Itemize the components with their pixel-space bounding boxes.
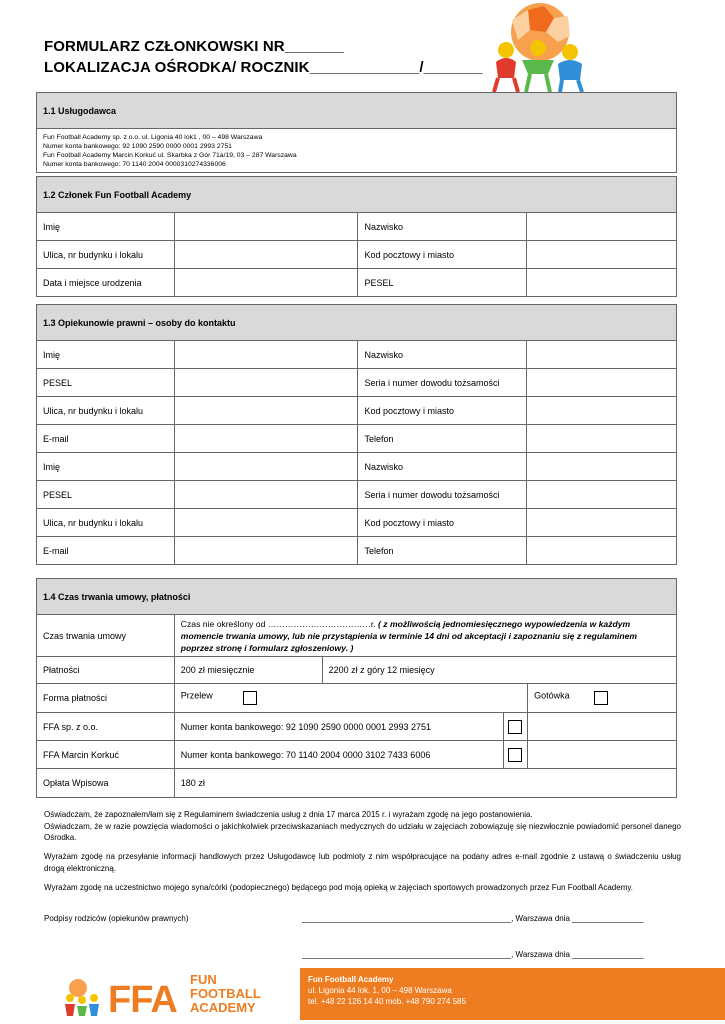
guardian-label: Seria i numer dowodu tożsamości bbox=[358, 369, 527, 397]
payment-yearly-option[interactable]: 2200 zł z góry 12 miesięcy bbox=[322, 657, 676, 684]
ffa-company-account: Numer konta bankowego: 92 1090 2590 0000 0001 2993 2751 bbox=[174, 713, 503, 741]
member-first-name-field[interactable] bbox=[174, 213, 358, 241]
first-name-label: Imię bbox=[37, 213, 175, 241]
guardian-field[interactable] bbox=[174, 397, 358, 425]
member-street-field[interactable] bbox=[174, 241, 358, 269]
provider-line: Numer konta bankowego: 92 1090 2590 0000 0001 2993 2751 bbox=[43, 142, 232, 150]
guardian-field[interactable] bbox=[174, 369, 358, 397]
guardian-label: Imię bbox=[37, 341, 175, 369]
contract-heading: 1.4 Czas trwania umowy, płatności bbox=[37, 579, 677, 615]
signature-line[interactable]: _______________________________________________, Warszawa dnia ________________ bbox=[302, 914, 644, 923]
duration-text bbox=[174, 615, 676, 657]
guardian-field[interactable] bbox=[527, 481, 677, 509]
provider-line: Numer konta bankowego: 70 1140 2004 0000310274336006 bbox=[43, 160, 226, 168]
postcode-label: Kod pocztowy i miasto bbox=[358, 241, 527, 269]
transfer-checkbox[interactable] bbox=[243, 691, 257, 705]
street-label: Ulica, nr budynku i lokalu bbox=[37, 241, 175, 269]
guardian-label: PESEL bbox=[37, 369, 175, 397]
guardian-field[interactable] bbox=[174, 425, 358, 453]
guardian-field[interactable] bbox=[174, 481, 358, 509]
member-heading: 1.2 Członek Fun Football Academy bbox=[37, 177, 677, 213]
statement-marketing: Wyrażam zgodę na przesyłanie informacji handlowych przez Usługodawcę lub podmioty z nim współpracujące na podany adres e-mail zgodnie z ustawą o świadczeniu usług drogą elektroniczną. bbox=[44, 852, 681, 873]
guardian-label: Kod pocztowy i miasto bbox=[358, 397, 527, 425]
form-title: FORMULARZ CZŁONKOWSKI NR_______ bbox=[44, 38, 344, 55]
payments-label: Płatności bbox=[37, 657, 175, 684]
ffa-korkuc-checkbox[interactable] bbox=[508, 748, 522, 762]
duration-note: ( z możliwością jednomiesięcznego wypowiedzenia w każdym momencie trwania umowy, lub nie przystąpienia w terminie 14 dni od akceptacji i zapoznaniu się z regulaminem poprzez stronę i formularz zgłoszeniowy. ) bbox=[180, 618, 638, 653]
guardian-label: E-mail bbox=[37, 537, 175, 565]
guardian-label: Nazwisko bbox=[358, 453, 527, 481]
member-section bbox=[36, 176, 677, 297]
cash-label: Gotówka bbox=[534, 690, 570, 701]
guardian-field[interactable] bbox=[174, 509, 358, 537]
guardians-heading: 1.3 Opiekunowie prawni – osoby do kontaktu bbox=[37, 305, 677, 341]
member-birth-field[interactable] bbox=[174, 269, 358, 297]
guardian-label: Imię bbox=[37, 453, 175, 481]
provider-section bbox=[36, 92, 677, 173]
payment-cash-cell bbox=[528, 684, 677, 713]
guardian-label: Ulica, nr budynku i lokalu bbox=[37, 397, 175, 425]
footer-address: ul. Ligonia 44 lok. 1, 00 – 498 Warszawa bbox=[308, 986, 452, 995]
last-name-label: Nazwisko bbox=[358, 213, 527, 241]
ffa-korkuc-account: Numer konta bankowego: 70 1140 2004 0000 3102 7433 6006 bbox=[174, 741, 503, 769]
statement-text: Oświadczam, że w razie powzięcia wiadomości o jakichkolwiek przeciwskazaniach medycznych do udziału w zajęciach zobowiązuję się niezwłocznie powiadomić personel danego Ośrodka. bbox=[44, 821, 681, 842]
guardian-label: Kod pocztowy i miasto bbox=[358, 509, 527, 537]
svg-text:ACADEMY: ACADEMY bbox=[190, 1000, 256, 1015]
guardian-label: Nazwisko bbox=[358, 341, 527, 369]
guardian-field[interactable] bbox=[174, 453, 358, 481]
entry-fee-label: Opłata Wpisowa bbox=[37, 769, 175, 798]
member-postcode-field[interactable] bbox=[527, 241, 677, 269]
ffa-company-label: FFA sp. z o.o. bbox=[37, 713, 175, 741]
guardians-section bbox=[36, 304, 677, 565]
ffa-company-checkbox[interactable] bbox=[508, 720, 522, 734]
member-last-name-field[interactable] bbox=[527, 213, 677, 241]
kids-ball-logo-icon bbox=[488, 2, 588, 94]
signature-line[interactable]: _______________________________________________, Warszawa dnia ________________ bbox=[302, 950, 644, 959]
guardian-field[interactable] bbox=[527, 369, 677, 397]
duration-plain: Czas nie określony od ………………………………r. bbox=[180, 618, 379, 629]
transfer-label: Przelew bbox=[180, 690, 213, 701]
guardian-label: E-mail bbox=[37, 425, 175, 453]
guardian-label: Telefon bbox=[358, 425, 527, 453]
statement-regulations bbox=[44, 809, 681, 844]
ffa-korkuc-label: FFA Marcin Korkuć bbox=[37, 741, 175, 769]
member-pesel-field[interactable] bbox=[527, 269, 677, 297]
statement-text: Oświadczam, że zapoznałem/łam się z Regulaminem świadczenia usług z dnia 17 marca 2015 r. i wyrażam zgodę na jego postanowienia. bbox=[44, 810, 533, 819]
guardian-field[interactable] bbox=[174, 537, 358, 565]
provider-line: Fun Football Academy Marcin Korkuć ul. Skarbka z Gór 71a/19, 03 – 287 Warszawa bbox=[43, 151, 297, 159]
guardian-field[interactable] bbox=[174, 341, 358, 369]
footer-contact bbox=[300, 968, 725, 1020]
svg-text:FFA: FFA bbox=[108, 979, 177, 1018]
provider-details bbox=[37, 129, 677, 173]
guardian-label: Telefon bbox=[358, 537, 527, 565]
guardian-label: PESEL bbox=[37, 481, 175, 509]
entry-fee-value: 180 zł bbox=[174, 769, 676, 798]
footer-phone: tel. +48 22 126 14 40 mob. +48 790 274 585 bbox=[308, 997, 466, 1006]
provider-heading: 1.1 Usługodawca bbox=[37, 93, 677, 129]
birth-label: Data i miejsce urodzenia bbox=[37, 269, 175, 297]
guardian-field[interactable] bbox=[527, 425, 677, 453]
payment-form-label: Forma płatności bbox=[37, 684, 175, 713]
contract-section bbox=[36, 578, 677, 798]
payment-monthly-option[interactable]: 200 zł miesięcznie bbox=[174, 657, 322, 684]
provider-line: Fun Football Academy sp. z o.o. ul. Ligonia 40 lok1 , 00 – 498 Warszawa bbox=[43, 133, 263, 141]
guardian-field[interactable] bbox=[527, 509, 677, 537]
statement-participation: Wyrażam zgodę na uczestnictwo mojego syna/córki (podopiecznego) będącego pod moją opieką w zajęciach sportowych prowadzonych przez Fun Football Academy. bbox=[44, 883, 633, 892]
guardian-field[interactable] bbox=[527, 537, 677, 565]
guardian-field[interactable] bbox=[527, 453, 677, 481]
guardian-field[interactable] bbox=[527, 397, 677, 425]
svg-text:FOOTBALL: FOOTBALL bbox=[190, 986, 261, 1001]
guardian-label: Ulica, nr budynku i lokalu bbox=[37, 509, 175, 537]
footer-name: Fun Football Academy bbox=[308, 975, 394, 984]
svg-text:FUN: FUN bbox=[190, 972, 217, 987]
cash-checkbox[interactable] bbox=[594, 691, 608, 705]
guardian-field[interactable] bbox=[527, 341, 677, 369]
payment-transfer-cell bbox=[174, 684, 527, 713]
signature-label: Podpisy rodziców (opiekunów prawnych) bbox=[44, 914, 189, 923]
duration-label: Czas trwania umowy bbox=[37, 615, 175, 657]
pesel-label: PESEL bbox=[358, 269, 527, 297]
guardian-label: Seria i numer dowodu tożsamości bbox=[358, 481, 527, 509]
location-title: LOKALIZACJA OŚRODKA/ ROCZNIK_____________/_______ bbox=[44, 59, 483, 76]
ffa-logo-icon bbox=[62, 968, 262, 1018]
